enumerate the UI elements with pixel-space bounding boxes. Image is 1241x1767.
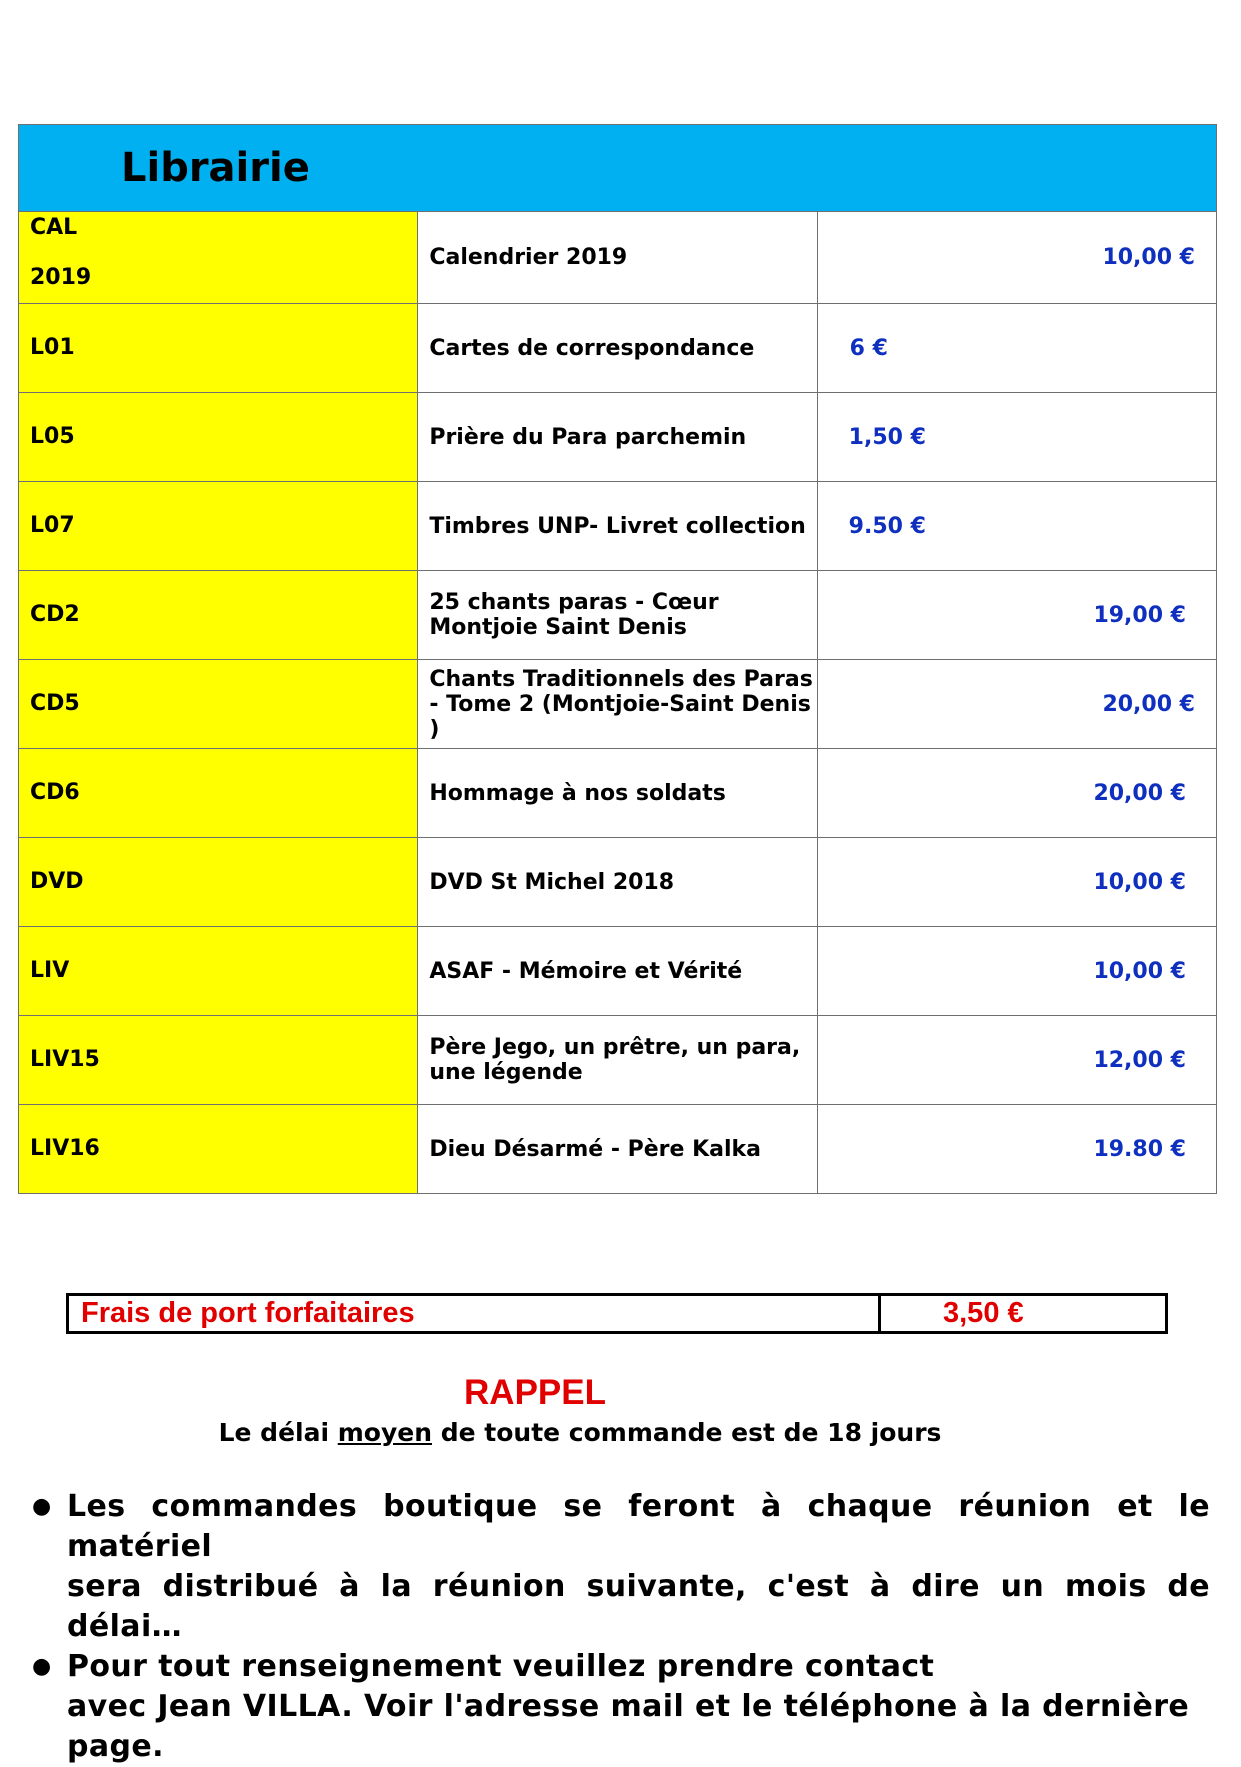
item-price: 20,00 € — [817, 749, 1216, 838]
item-description: DVD St Michel 2018 — [418, 838, 817, 927]
item-description: Prière du Para parchemin — [418, 393, 817, 482]
bullet-icon: ● — [32, 1654, 52, 1679]
item-description: Hommage à nos soldats — [418, 749, 817, 838]
list-item — [30, 1487, 1210, 1647]
item-price: 10,00 € — [817, 212, 1216, 304]
item-code: L01 — [19, 304, 418, 393]
item-description: Père Jego, un prêtre, un para, une légende — [418, 1016, 817, 1105]
item-price: 1,50 € — [817, 393, 1216, 482]
item-price: 10,00 € — [817, 838, 1216, 927]
item-code: DVD — [19, 838, 418, 927]
catalog-header-row — [19, 125, 1217, 212]
item-price: 6 € — [817, 304, 1216, 393]
item-code: L05 — [19, 393, 418, 482]
table-row — [19, 393, 1217, 482]
item-code: LIV — [19, 927, 418, 1016]
table-row — [19, 304, 1217, 393]
reminder-title: RAPPEL — [464, 1373, 606, 1412]
item-code: CD5 — [19, 660, 418, 749]
item-code: LIV15 — [19, 1016, 418, 1105]
item-description: Dieu Désarmé - Père Kalka — [418, 1105, 817, 1194]
item-price: 10,00 € — [817, 927, 1216, 1016]
delay-prefix: Le délai — [218, 1418, 338, 1447]
item-price: 19.80 € — [817, 1105, 1216, 1194]
delay-underlined: moyen — [337, 1418, 433, 1447]
table-row — [19, 212, 1217, 304]
item-description: Chants Traditionnels des Paras - Tome 2 (Montjoie-Saint Denis ) — [418, 660, 817, 749]
table-row — [19, 1016, 1217, 1105]
item-code-line2: 2019 — [30, 265, 92, 290]
shipping-label: Frais de port forfaitaires — [69, 1296, 881, 1331]
item-description: Calendrier 2019 — [418, 212, 817, 304]
shipping-box — [66, 1293, 1168, 1334]
item-description: Cartes de correspondance — [418, 304, 817, 393]
item-price: 9.50 € — [817, 482, 1216, 571]
item-price: 12,00 € — [817, 1016, 1216, 1105]
item-code — [19, 212, 418, 304]
table-row — [19, 927, 1217, 1016]
item-code: CD2 — [19, 571, 418, 660]
catalog-header — [19, 125, 1217, 212]
note-line: page. — [67, 1729, 164, 1764]
table-row — [19, 838, 1217, 927]
list-item — [30, 1647, 1210, 1767]
notes-list — [30, 1487, 1210, 1767]
item-description: ASAF - Mémoire et Vérité — [418, 927, 817, 1016]
note-line: avec Jean VILLA. Voir l'adresse mail et le téléphone à la dernière — [67, 1689, 1190, 1724]
item-description: Timbres UNP- Livret collection — [418, 482, 817, 571]
delay-notice — [0, 1418, 1160, 1447]
catalog-table — [18, 124, 1217, 1194]
catalog-title: Librairie — [121, 145, 310, 191]
item-code-line1: CAL — [30, 215, 78, 240]
table-row — [19, 749, 1217, 838]
table-row — [19, 660, 1217, 749]
item-code: L07 — [19, 482, 418, 571]
bullet-icon: ● — [32, 1494, 52, 1519]
item-price: 19,00 € — [817, 571, 1216, 660]
shipping-price: 3,50 € — [943, 1297, 1024, 1329]
item-description: 25 chants paras - Cœur Montjoie Saint Denis — [418, 571, 817, 660]
item-code: CD6 — [19, 749, 418, 838]
delay-suffix: de toute commande est de 18 jours — [432, 1418, 942, 1447]
note-line: Pour tout renseignement veuillez prendre contact — [67, 1649, 935, 1684]
table-row — [19, 1105, 1217, 1194]
item-price: 20,00 € — [817, 660, 1216, 749]
note-line: Les commandes boutique se feront à chaque réunion et le matériel — [67, 1489, 1210, 1564]
table-row — [19, 571, 1217, 660]
table-row — [19, 482, 1217, 571]
item-code: LIV16 — [19, 1105, 418, 1194]
note-line: sera distribué à la réunion suivante, c'est à dire un mois de délai… — [67, 1569, 1210, 1644]
